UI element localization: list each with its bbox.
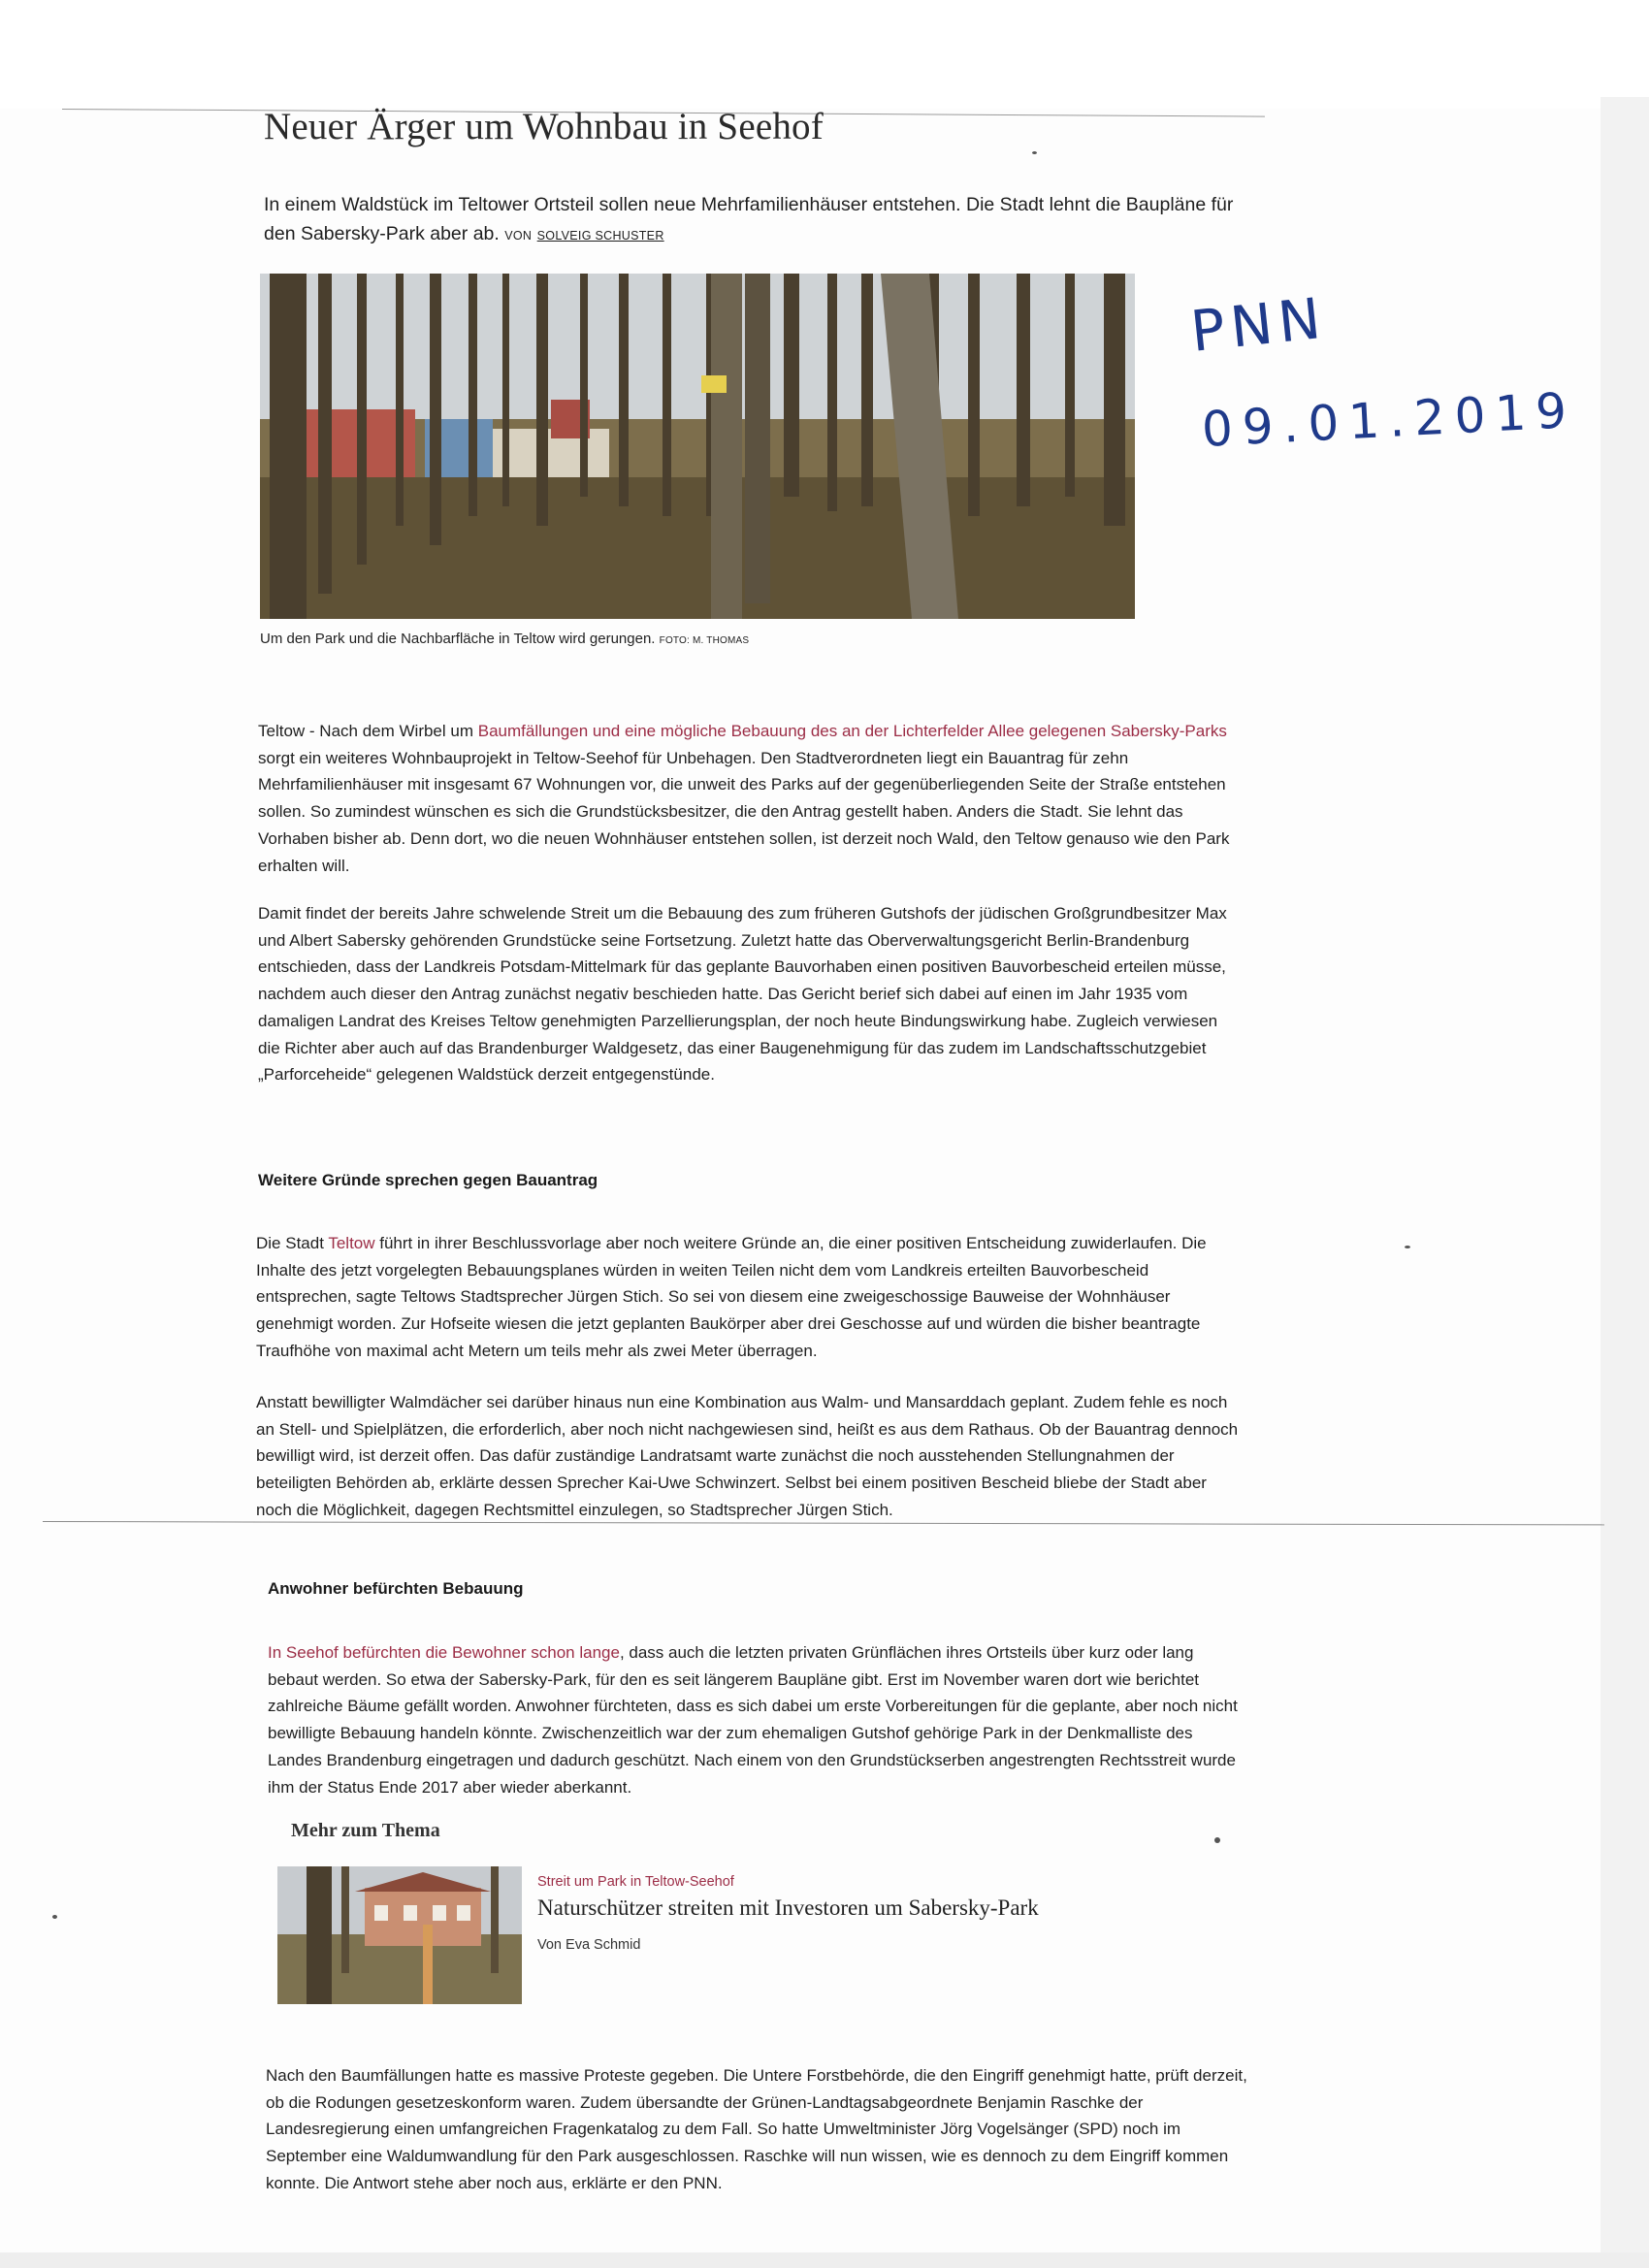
- paragraph-3: [256, 1230, 1244, 1365]
- handwritten-pnn: PNN: [1187, 284, 1330, 365]
- handwritten-date: 09.01.2019: [1200, 381, 1578, 458]
- scan-speck: [52, 1915, 57, 1919]
- paragraph-3-rest: führt in ihrer Beschlussvorlage aber noch weitere Gründe an, die einer positiven Entscheidung zuwiderlaufen. Die Inhalte des jetzt vorgelegten Bebauungsplanes würden in weiten Teilen nicht dem vom Landkreis erteilten Bauvorbescheid entsprechen, sagte Teltows Stadtsprecher Jürgen Stich. So sei von diesem eine zweigeschossige Bauweise der Wohnhäuser genehmigt worden. Zur Hofseite wiesen die jetzt geplanten Baukörper aber drei Geschosse auf und würden die bisher beantragte Traufhöhe von maximal acht Metern um teils mehr als zwei Meter überragen.: [256, 1234, 1207, 1360]
- photo-caption: [260, 631, 749, 647]
- forest-illustration: [260, 274, 1135, 619]
- handwritten-source-note: [1183, 284, 1591, 466]
- scan-speck: [1405, 1246, 1410, 1248]
- article-photo-forest: [260, 274, 1135, 619]
- scan-margin-top: [0, 0, 1649, 109]
- photo-credit: FOTO: M. THOMAS: [659, 635, 750, 646]
- related-article-title[interactable]: Naturschützer streiten mit Investoren um Sabersky-Park: [537, 1895, 1039, 1920]
- related-section-title: Mehr zum Thema: [291, 1820, 440, 1841]
- subheading-weitere-gruende: Weitere Gründe sprechen gegen Bauantrag: [258, 1171, 598, 1189]
- paragraph-4: Anstatt bewilligter Walmdächer sei darüber hinaus nun eine Kombination aus Walm- und Mansarddach geplant. Zudem fehle es noch an Stell- und Spielplätzen, die erforderlich, aber noch nicht nachgewiesen sind, heißt es aus dem Rathaus. Ob der Bauantrag dennoch bewilligt wird, ist derzeit offen. Das dafür zuständige Landratsamt warte zunächst die noch ausstehenden Stellungnahmen der beteiligten Behörden ab, erklärte dessen Sprecher Kai-Uwe Schwinzert. Selbst bei einem positiven Bescheid bliebe der Stadt aber noch die Möglichkeit, dagegen Rechtsmittel einzulegen, so Stadtsprecher Jürgen Stich.: [256, 1393, 1239, 1519]
- paragraph-5-rest: , dass auch die letzten privaten Grünflächen ihres Ortsteils über kurz oder lang bebaut werden. So etwa der Sabersky-Park, für den es seit längerem Baupläne gibt. Erst im November waren dort wie berichtet zahlreiche Bäume gefällt worden. Anwohner fürchteten, dass es sich dabei um erste Vorbereitungen für die geplante, aber noch nicht bewilligte Bebauung handeln könnte. Zwischenzeitlich war der zum ehemaligen Gutshof gehörige Park in der Denkmalliste des Landes Brandenburg eingetragen und dadurch geschützt. Nach einem von den Grundstückserben angestrengten Rechtsstreit wurde ihm der Status Ende 2017 aber wieder aberkannt.: [268, 1643, 1238, 1797]
- article-headline: Neuer Ärger um Wohnbau in Seehof: [264, 106, 824, 147]
- link-seehof-bewohner[interactable]: In Seehof befürchten die Bewohner schon lange: [268, 1643, 620, 1662]
- subheading-anwohner: Anwohner befürchten Bebauung: [268, 1579, 524, 1598]
- lead-text: In einem Waldstück im Teltower Ortsteil sollen neue Mehrfamilienhäuser entstehen. Die Stadt lehnt die Baupläne für den Sabersky-Park aber ab.: [264, 194, 1234, 244]
- paragraph-1-intro: Teltow - Nach dem Wirbel um: [258, 722, 478, 740]
- paragraph-1-rest: sorgt ein weiteres Wohnbauprojekt in Teltow-Seehof für Unbehagen. Den Stadtverordneten liegt ein Bauantrag für zehn Mehrfamilienhäuser mit insgesamt 67 Wohnungen vor, die unweit des Parks auf der gegenüberliegenden Seite der Straße entstehen sollen. So zumindest wünschen es sich die Grundstücksbesitzer, die den Antrag gestellt haben. Anders die Stadt. Sie lehnt das Vorhaben bisher ab. Denn dort, wo die neuen Wohnhäuser entstehen sollen, ist derzeit noch Wald, den Teltow genauso wie den Park erhalten will.: [258, 748, 1230, 875]
- paragraph-2: Damit findet der bereits Jahre schwelende Streit um die Bebauung des zum früheren Gutshofs der jüdischen Großgrundbesitzer Max und Albert Sabersky gehörenden Grundstücke seine Fortsetzung. Zuletzt hatte das Oberverwaltungsgericht Berlin-Brandenburg entschieden, dass der Landkreis Potsdam-Mittelmark für das geplante Bauvorhaben einen positiven Bauvorbescheid erteilen müsse, nachdem auch dieser den Antrag zunächst negativ beschieden hatte. Das Gericht berief sich dabei auf einen im Jahr 1935 vom damaligen Landrat des Kreises Teltow genehmigten Parzellierungsplan, der noch heute Bindungswirkung habe. Zugleich verwiesen die Richter aber auch auf das Brandenburger Waldgesetz, das einer Baugenehmigung für das zudem im Landschaftsschutzgebiet „Parforceheide“ gelegenen Waldstück derzeit entgegenstünde.: [258, 904, 1227, 1085]
- related-article-thumbnail[interactable]: [277, 1866, 522, 2004]
- related-article-kicker[interactable]: Streit um Park in Teltow-Seehof: [537, 1874, 734, 1890]
- related-article-author: Von Eva Schmid: [537, 1937, 641, 1953]
- paragraph-5: [268, 1639, 1247, 1800]
- paragraph-3-intro: Die Stadt: [256, 1234, 329, 1252]
- link-teltow[interactable]: Teltow: [328, 1234, 375, 1252]
- paragraph-1: [258, 718, 1244, 879]
- link-baumfaellungen[interactable]: Baumfällungen und eine mögliche Bebauung des an der Lichterfelder Allee gelegenen Sabersky-Parks: [477, 722, 1227, 740]
- scan-margin-bottom: [0, 2252, 1649, 2268]
- byline-prefix: VON: [504, 229, 533, 243]
- scan-speck: [1032, 151, 1037, 154]
- article-lead: [264, 190, 1253, 250]
- scan-speck: [1214, 1837, 1220, 1843]
- paragraph-6: Nach den Baumfällungen hatte es massive Proteste gegeben. Die Untere Forstbehörde, die den Eingriff genehmigt hatte, prüft derzeit, ob die Rodungen gesetzeskonform waren. Zudem übersandte der Grünen-Landtagsabgeordnete Benjamin Raschke der Landesregierung einen umfangreichen Fragenkatalog zu dem Fall. So hatte Umweltminister Jörg Vogelsänger (SPD) noch im September eine Waldumwandlung für den Park ausgeschlossen. Raschke will nun wissen, wie es dennoch zu dem Eingriff kommen konnte. Die Antwort stehe aber noch aus, erklärte er den PNN.: [266, 2066, 1247, 2192]
- byline-author-link[interactable]: SOLVEIG SCHUSTER: [536, 229, 664, 243]
- paper-edge-right: [1600, 97, 1649, 2268]
- caption-text: Um den Park und die Nachbarfläche in Teltow wird gerungen.: [260, 631, 656, 647]
